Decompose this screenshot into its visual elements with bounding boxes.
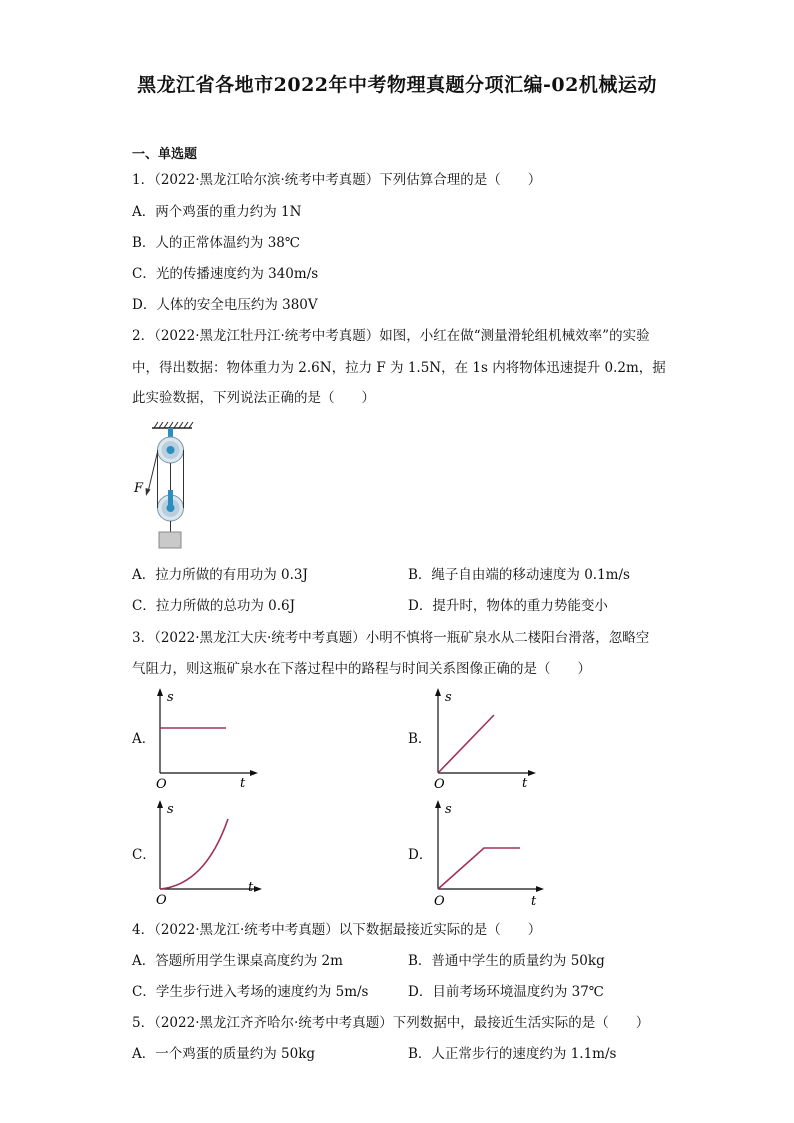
question-3-stem-line-1: 3．（2022·黑龙江大庆·统考中考真题）小明不慎将一瓶矿泉水从二楼阳台滑落，忽略空 — [132, 630, 650, 646]
graph-d-label: D． — [408, 847, 433, 863]
graph-a-label: A． — [132, 731, 156, 747]
graph-b-y-axis: s — [445, 690, 452, 705]
graph-b-x-axis: t — [522, 776, 528, 791]
graph-a-origin: O — [156, 777, 167, 792]
q1-option-b: B．人的正常体温约为 38℃ — [132, 235, 300, 251]
question-2-stem-line-3: 此实验数据，下列说法正确的是（ ） — [132, 390, 375, 406]
graph-c-curve — [160, 819, 228, 889]
graph-d-origin: O — [434, 894, 445, 909]
q2-option-c: C．拉力所做的总功为 0.6J — [132, 598, 296, 614]
graph-d-y-axis: s — [445, 802, 452, 817]
graph-c-origin: O — [156, 893, 167, 908]
question-1-stem: 1．（2022·黑龙江哈尔滨·统考中考真题）下列估算合理的是（ ） — [132, 172, 542, 188]
graph-c-y-axis: s — [167, 802, 174, 817]
question-4-stem: 4．（2022·黑龙江·统考中考真题）以下数据最接近实际的是（ ） — [132, 922, 542, 938]
q4-option-b: B．普通中学生的质量约为 50kg — [408, 953, 605, 969]
q5-option-a: A．一个鸡蛋的质量约为 50kg — [132, 1046, 316, 1062]
question-2-stem-line-1: 2．（2022·黑龙江牡丹江·统考中考真题）如图，小红在做“测量滑轮组机械效率”的实验 — [132, 328, 650, 344]
graph-a-x-axis: t — [240, 776, 246, 791]
graph-c-x-axis: t — [248, 880, 254, 895]
q4-option-a: A．答题所用学生课桌高度约为 2m — [132, 953, 343, 969]
q1-option-c: C．光的传播速度约为 340m/s — [132, 266, 319, 282]
q4-option-c: C．学生步行进入考场的速度约为 5m/s — [132, 984, 369, 1000]
graph-d-x-axis: t — [531, 894, 537, 909]
q1-option-d: D．人体的安全电压约为 380V — [132, 297, 318, 313]
graph-a-y-axis: s — [167, 690, 174, 705]
q2-option-d: D．提升时，物体的重力势能变小 — [408, 598, 608, 614]
question-5-stem: 5．（2022·黑龙江齐齐哈尔·统考中考真题）下列数据中，最接近生活实际的是（ ） — [132, 1015, 650, 1031]
graph-a — [150, 685, 260, 793]
question-3-stem-line-2: 气阻力，则这瓶矿泉水在下落过程中的路程与时间关系图像正确的是（ ） — [132, 661, 591, 677]
force-label: F — [134, 481, 144, 496]
graph-d-curve — [438, 848, 520, 889]
page-title: 黑龙江省各地市2022年中考物理真题分项汇编-02机械运动 — [137, 74, 657, 96]
q2-option-b: B．绳子自由端的移动速度为 0.1m/s — [408, 567, 630, 583]
graph-c-label: C． — [132, 847, 156, 863]
question-2-stem-line-2: 中，得出数据：物体重力为 2.6N，拉力 F 为 1.5N，在 1s 内将物体迅速提升 0.2m，据 — [132, 360, 666, 376]
graph-c — [150, 797, 265, 909]
q4-option-d: D．目前考场环境温度约为 37℃ — [408, 984, 604, 1000]
graph-b-label: B． — [408, 731, 432, 747]
graph-b-origin: O — [434, 777, 445, 792]
graph-b-curve — [438, 715, 494, 773]
q2-option-a: A．拉力所做的有用功为 0.3J — [132, 567, 308, 583]
q1-option-a: A．两个鸡蛋的重力约为 1N — [132, 204, 302, 220]
pulley-diagram — [130, 420, 200, 555]
graph-d — [428, 797, 546, 909]
q5-option-b: B．人正常步行的速度约为 1.1m/s — [408, 1046, 617, 1062]
section-heading: 一、单选题 — [132, 147, 198, 162]
graph-b — [428, 685, 538, 793]
